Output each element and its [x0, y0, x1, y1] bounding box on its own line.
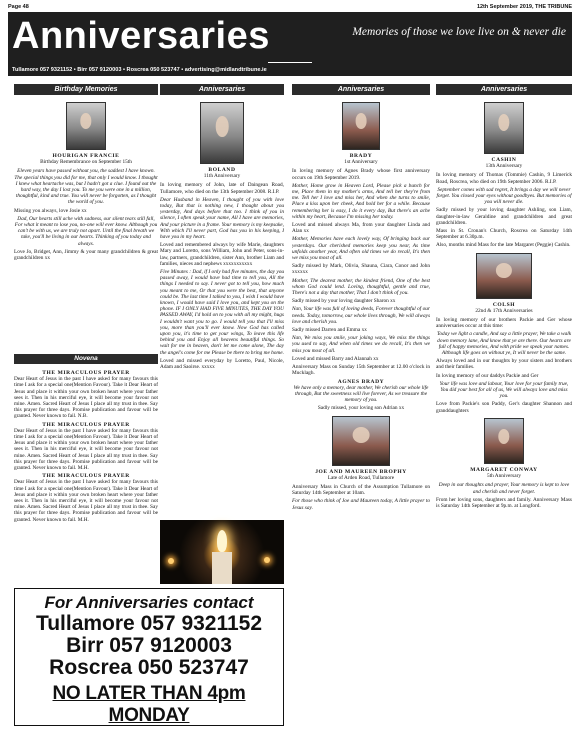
- column-header-anniversaries-1: Anniversaries: [160, 84, 284, 95]
- prayer-text: Dear Heart of Jesus in the past I have asked for many favours this time I ask for a special one(Mention Favour). Take it Dear Heart of Jesus and place it within your own broken heart where your father sees it. Then in his merciful eye, it will become your favour not mine. Amen. Sacred Heart of Jesus I place all my trust in thee. Say this prayer for three days. Promise publication and favour will be granted. Never known to fail. M.H.: [14, 479, 158, 523]
- notice-text: Sadly missed Darren and Emma xx: [292, 327, 367, 334]
- notice-text: Missing you always, love Josie xx: [14, 207, 87, 214]
- notice-name: MARGARET CONWAY: [470, 466, 538, 473]
- notice-text: Loved and missed everyday by Loretto, Paul, Nicole, Adam and Saoirse. xxxxx: [160, 357, 284, 371]
- notice-name: BRADY: [349, 153, 373, 159]
- notice-text: Anniversary Mass in Church of the Assumption Tullamore on Saturday 14th September at 10am.: [292, 483, 430, 497]
- notice-name: COLSH: [492, 301, 516, 308]
- contact-advert: [14, 588, 284, 726]
- notice-poem: Mother, Memories have each lovely way, Of bringing back our yesterdays. Our cherished memories keep you near, As time unfolds another year, And often old times we do recall, It's then we miss you most of all.: [292, 236, 430, 262]
- notice-poem: Your life was love and labour, Your love for your family true, You did your best for all of us, We will always love and miss you.: [439, 380, 569, 400]
- prayer-text: Dear Heart of Jesus in the past I have asked for many favours this time I ask for a special one(Mention Favour). Take it Dear Heart of Jesus and place it within your own broken heart where your father sees it. Then in his merciful eye, it will become your favour not mine. Amen. Sacred Heart of Jesus I place all my trust in thee. Say this prayer for three days. Promise publication and favour will be granted. Never known to fail. N.B.: [14, 376, 158, 420]
- notice-name: AGNES BRADY: [337, 378, 385, 385]
- notice-text: Mass in St. Cronan's Church, Roscrea on Saturday 14th September at 6.30p.m.: [436, 228, 572, 241]
- contact-roscrea: Roscrea 050 523747: [49, 656, 249, 679]
- notice-text: Sadly missed by your loving daughter Ashling, son Liam, daughter-in-law Geraldine and grandchildren and great grandchildren.: [436, 207, 572, 226]
- page-header-line: [8, 2, 572, 11]
- photo-brady: [342, 102, 380, 150]
- notice-subtitle: 11th Anniversary: [203, 173, 241, 180]
- novena-header: Novena: [14, 354, 158, 364]
- notice-text: Loved and missed Barry and Alannah xx: [292, 355, 379, 362]
- boland-column: [160, 98, 284, 518]
- notice-text: Sadly missed by Mark, Olivia, Shauna, Ciara, Conor and John xxxxxx: [292, 263, 430, 276]
- contact-strip: Tullamore 057 9321152 • Birr 057 9120003 • Roscrea 050 523747 • advertising@midlandtribune.ie: [12, 67, 267, 73]
- notice-name: HOURIGAN FRANCIE: [52, 153, 120, 159]
- candle-photo: [160, 520, 284, 584]
- notice-name: BOLAND: [208, 167, 236, 173]
- notice-name: JOE AND MAUREEN BROPHY: [315, 468, 407, 475]
- notice-text: In loving memory of Agnes Brady whose first anniversary occurs on 19th September 2019.: [292, 168, 430, 181]
- notice-name: CASHIN: [491, 157, 517, 163]
- column-header-anniversaries-3: Anniversaries: [436, 84, 572, 95]
- prayer-title: THE MIRACULOUS PRAYER: [42, 370, 130, 376]
- photo-cashin: [484, 102, 524, 154]
- birthday-column: [14, 98, 158, 352]
- prayer-title: THE MIRACULOUS PRAYER: [42, 473, 130, 480]
- notice-text: Anniversary Mass on Sunday 15th September at 12.00 o'clock in Mucklagh.: [292, 364, 430, 377]
- candle-flame-right: [264, 557, 270, 563]
- masthead: [8, 12, 572, 76]
- notice-poem: Deep in our thoughts and prayer, Your memory is kept to love and cherish and never forget.: [438, 482, 570, 495]
- contact-tullamore: Tullamore 057 9321152: [35, 612, 263, 635]
- notice-subtitle: Late of Arden Road, Tullamore: [327, 474, 395, 481]
- photo-brophy: [332, 416, 390, 466]
- contact-heading: For Anniversaries contact: [44, 593, 254, 612]
- notice-text: In loving memory of our daddys Packie and Ger: [436, 372, 539, 379]
- notice-poem: Five Minutes : Dad, if I only had five minutes, the day you passed away, I would have had time to tell you, All the things I needed to say. I never got to tell you, how much you meant to me, Or that you were the best, that anyone could be. The last time I talked to you, I wish I would have known, I would have said I love you, and kept you on the phone. IF I ONLY HAD FIVE MINUTES, THE DAY YOU PASSED AWAY, I'd hold on to you with all my might, hugs I wouldn't want you to go. I would tell you that I'll miss you, more than you'll ever know. Now God has called upon you, it's time to get your wings, To leave this life behind you and Enjoy all heavens beautiful things. So wait for me in heaven, don't let me come alone, The day the angel's come for me Please be there to bring me home.: [160, 269, 284, 356]
- notice-poem: Nan, Your life was full of loving deeds, Forever thoughtful of our needs. Today, tomorrow, our whole lives through, We will always love and cherish you.: [292, 306, 430, 325]
- candle-flame-left: [168, 558, 174, 564]
- column-header-birthday: Birthday Memories: [14, 84, 158, 95]
- notice-poem: Dear Husband in Heaven, I thought of you with love today, But that is nothing new, I thought about you yesterday, And days before that too. I think of you in silence, I often speak your name, All I have are memories, And your picture in a frame. Your memory is my keepsake, With which I'll never part, God has you in his keeping, I have you in my heart.: [160, 196, 284, 241]
- notice-text: Love Jo, Bridget, Ann, Jimmy & your many grandchildren & great grandchildren xx: [14, 248, 158, 262]
- notice-subtitle: 22nd & 17th Anniversaries: [475, 307, 533, 314]
- notice-text: Also, months mind Mass for the late Margaret (Peggie) Cashin.: [436, 242, 571, 249]
- notice-poem: Dad, Our hearts still ache with sadness, our silent tears still fall, For what it meant to lose you, no-one will ever know. Although you can't be with us, we are truly not apart. Until the final breath we take, you'll be living in our hearts. Thinking of you today and always.: [14, 215, 158, 247]
- notice-subtitle: Birthday Remembrance on September 15th: [40, 159, 132, 166]
- notice-poem: Nan, We miss you smile, your joking ways, We miss the things you used to say, And when old times we do recall, It's then we miss you most of all.: [292, 335, 430, 354]
- photo-conway: [484, 418, 524, 464]
- notice-subtitle: 1st Anniversary: [344, 159, 378, 166]
- photo-boland: [200, 102, 244, 164]
- section-title: Anniversaries: [12, 15, 270, 57]
- notice-text: Love from Packie's son Paddy, Ger's daughter Shannon and granddaughters: [436, 401, 572, 414]
- notice-subtitle: 13th Anniversary: [485, 163, 523, 170]
- notice-text: Always loved and in our thoughts by your sisters and brothers and their families.: [436, 358, 572, 371]
- notice-text: From her loving sons, daughters and family. Anniversary Mass is Saturday 14th September at 9p.m. at Longford.: [436, 496, 572, 509]
- page-date: 12th September 2019, THE TRIBUNE: [476, 3, 572, 10]
- notice-poem: We have only a memory, dear mother, We cherish our whole life through, But the sweetness will live forever, As we treasure the memory of you.: [293, 384, 429, 404]
- page-number: Page 48: [8, 3, 29, 10]
- notice-poem: Mother, Home grow in Heaven Lord, Please pick a bunch for me, Place them in my mother's arms, And tell her they're from me. Tell her I love and miss her, And when she turns to smile, Place a kiss upon her cheek, And hold her for a while. Because remembering her is easy, I do it every day, But there's an ache within my heart, Because I'm missing her today.: [292, 182, 430, 220]
- photo-hourigan: [66, 102, 106, 150]
- cashin-column: [436, 98, 572, 728]
- notice-text: Sadly missed by your loving daughter Sharon xx: [292, 298, 396, 305]
- prayer-title: THE MIRACULOUS PRAYER: [42, 421, 130, 428]
- notice-poem: For those who think of Joe and Maureen today, A little prayer to Jesus say.: [292, 498, 430, 511]
- notice-poem: Eleven years have passed without you, the saddest I have known. The special things you did for me, that only I would know. I thought I knew what heartache was, but I hadn't got a clue. I found out the hard way, the day I lost you. To me you were one in a million, thoughtful, kind and true. You will never be forgotten, as I thought the world of you.: [14, 168, 158, 206]
- notice-poem: Today we light a candle, And say a little prayer, We take a walk down memory lane, And know that ye are there. Our hearts are full of happy memories, And with pride we speak your names. Although life goes on without ye, It will never be the same.: [436, 331, 572, 357]
- contact-birr: Birr 057 9120003: [66, 634, 232, 657]
- notice-text: In loving memory of our brothers Packie and Ger whose anniversaries occur at this time:: [436, 317, 572, 330]
- notice-subtitle: 5th Anniversary: [487, 473, 521, 480]
- notice-text: Loved and remembered always by wife Marie, daughters Mary and Loretto, sons William, John and Peter, sons-in-law, partners, grandchildren, sister Ann, brother Liam and families, nieces and nephews xxxxxxxxxxx: [160, 242, 284, 267]
- photo-colsh: [476, 253, 532, 299]
- column-header-anniversaries-2: Anniversaries: [292, 84, 430, 95]
- notice-poem: September comes with sad regret, It brings a day we will never forget. You closed your eyes without goodbyes. But memories of you will never die.: [436, 186, 572, 206]
- notice-text: Sadly missed, your loving son Adrian xx: [317, 405, 405, 412]
- notice-text: In loving memory of John, late of Daingean Road, Tullamore, who died on the 13th September 2008. R.I.P.: [160, 182, 284, 195]
- deadline-notice: NO LATER THAN 4pm MONDAY: [52, 683, 246, 726]
- novena-column: [14, 368, 158, 584]
- notice-text: In loving memory of Thomas (Tommie) Cashin, 9 Limerick Road, Roscrea, who died on 19th September 2006. R.I.P.: [436, 172, 572, 185]
- notice-text: Loved and missed always Ma, from your daughter Linda and Alan xx: [292, 222, 430, 235]
- prayer-text: Dear Heart of Jesus in the past I have asked for many favours this time I ask for a special one(Mention Favour). Take it Dear Heart of Jesus and place it within your own broken heart where your father sees it. Then in his merciful eye, it will become your favour not mine. Amen. Sacred Heart of Jesus I place all my trust in thee. Say this prayer for three days. Promise publication and favour will be granted. Never known to fail. M.H.: [14, 427, 158, 472]
- section-tagline: Memories of those we love live on & never die: [352, 26, 566, 38]
- notice-poem: Mother, The dearest mother, the kindest friend, One of the best whom God could lend. Loving, thoughtful, gentle and true, There's not a day that mother, That I don't think of you.: [292, 277, 430, 297]
- brady-column: [292, 98, 430, 728]
- title-underline: [268, 62, 312, 63]
